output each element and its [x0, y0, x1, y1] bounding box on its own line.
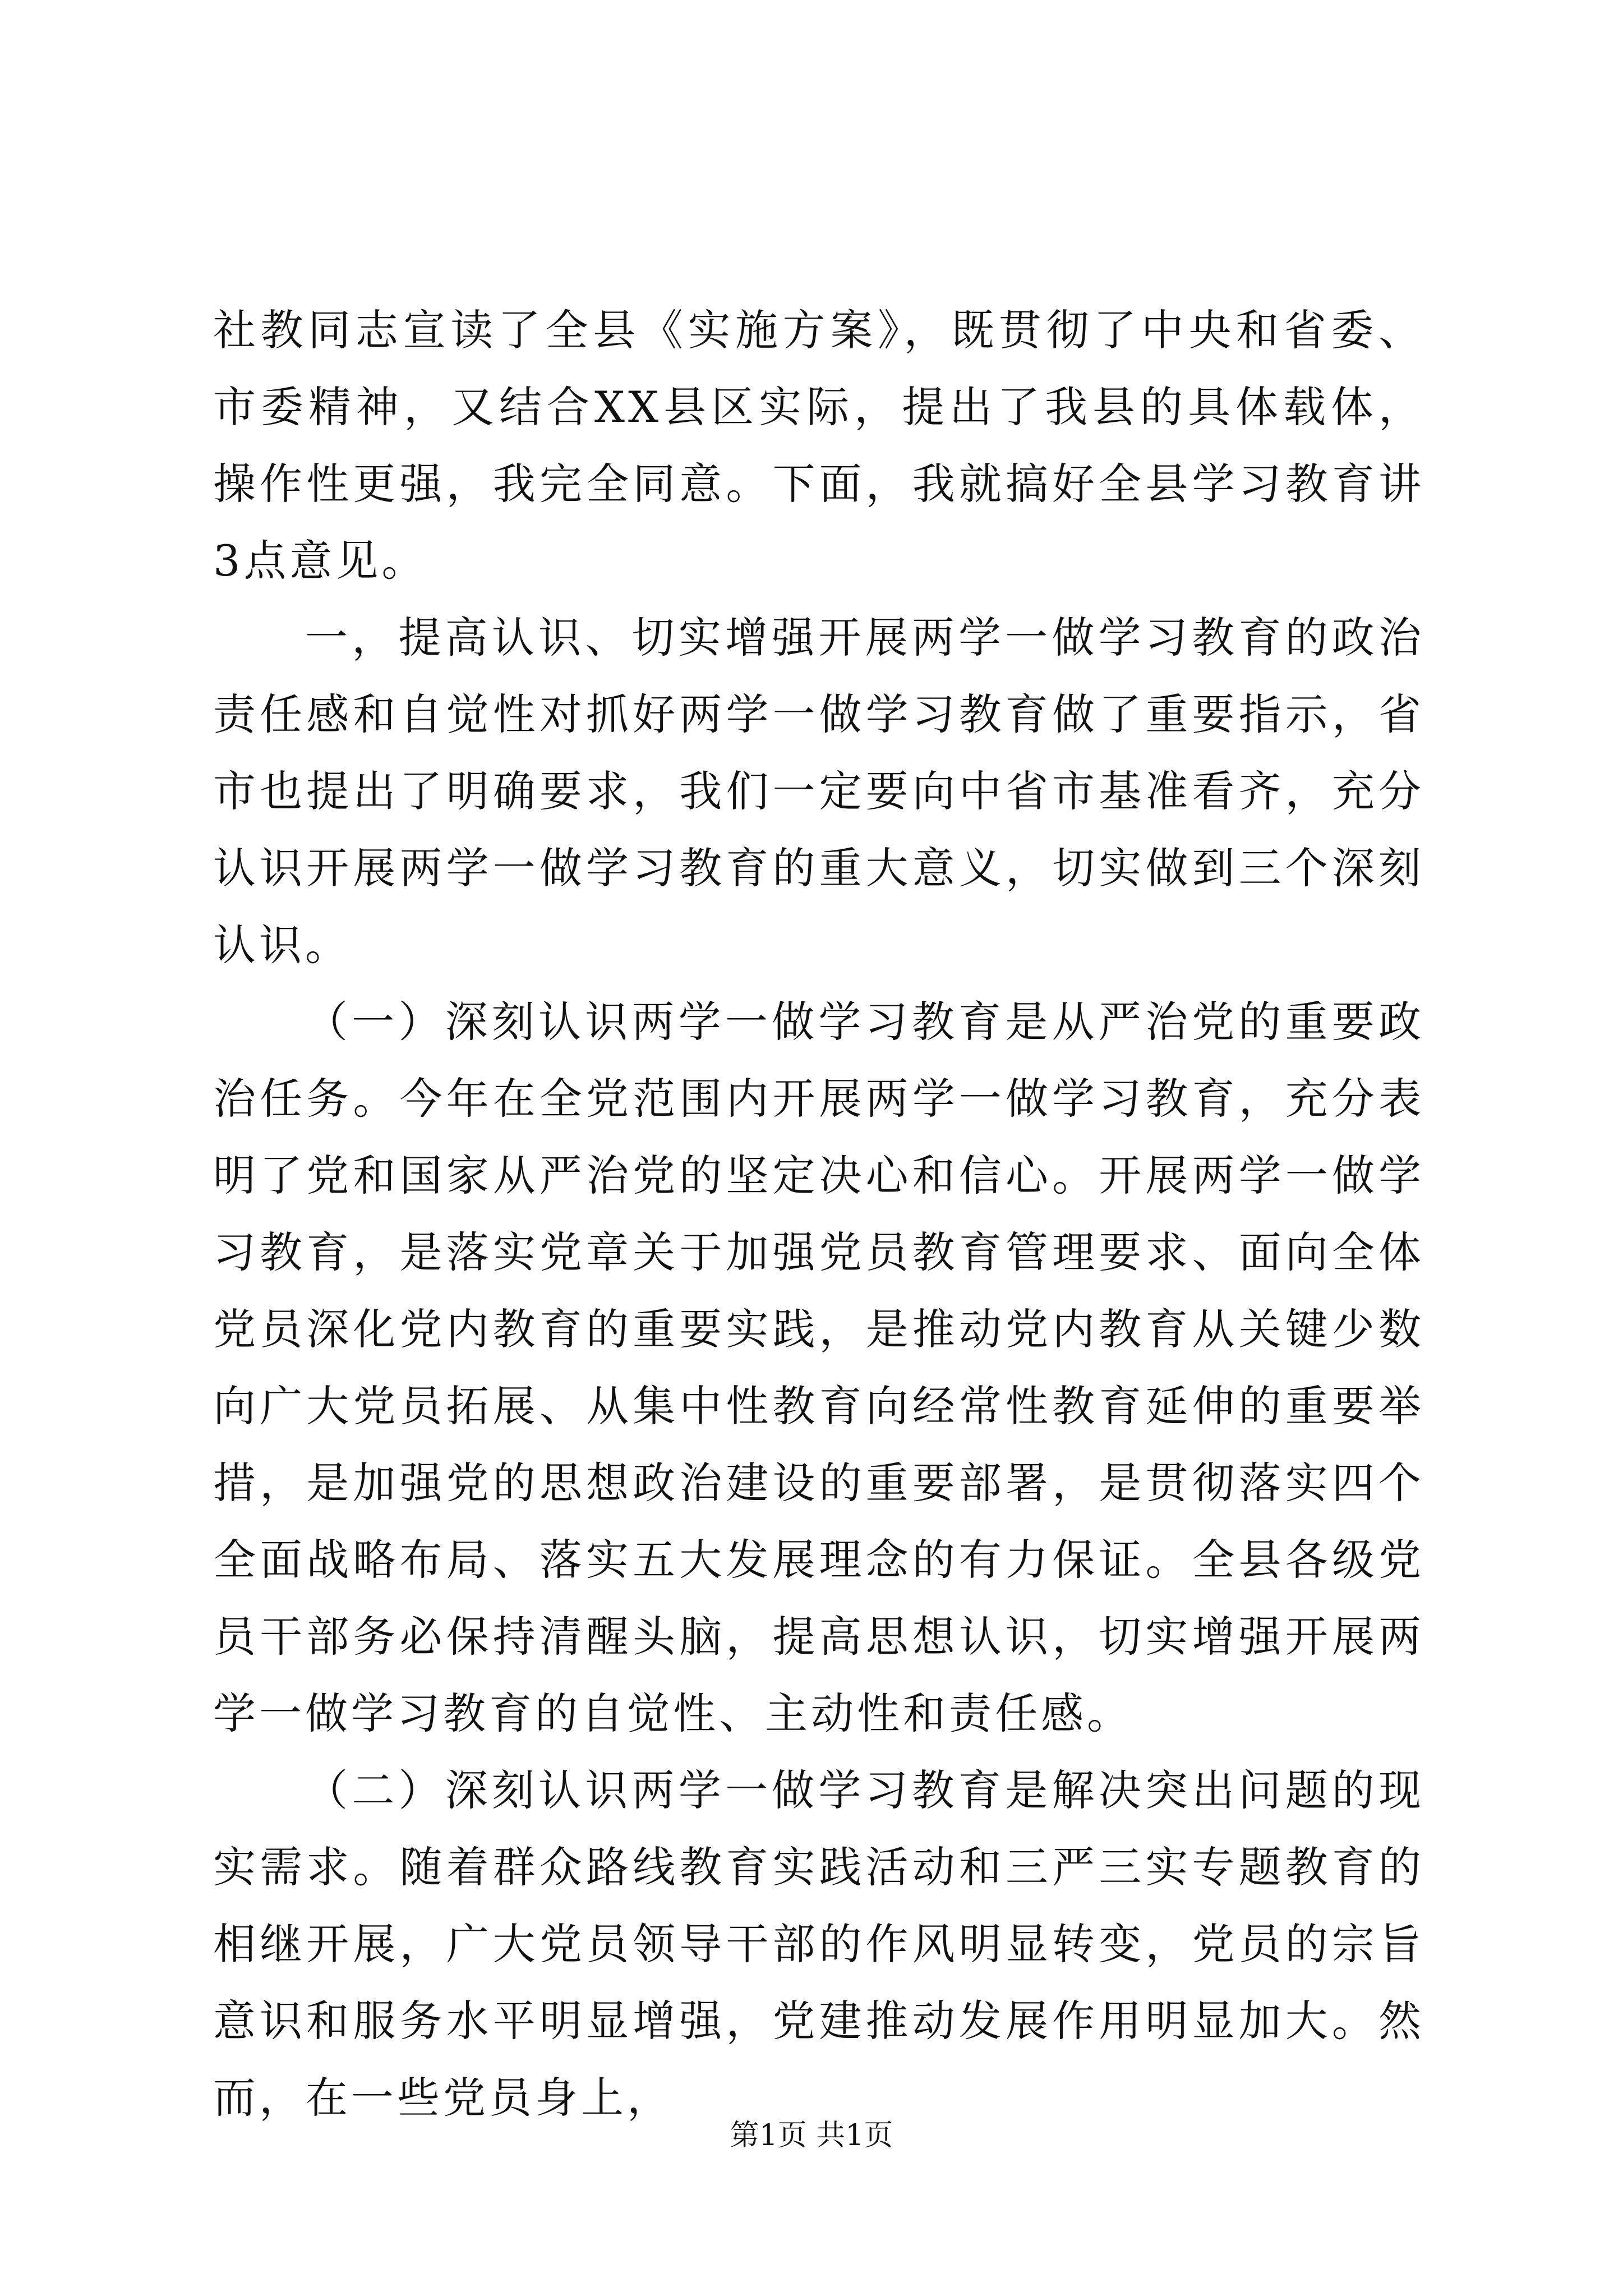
paragraph-1: 社教同志宣读了全县《实施方案》，既贯彻了中央和省委、市委精神，又结合XX县区实际，提出了我县的具体载体，操作性更强，我完全同意。下面，我就搞好全县学习教育讲3点意见。	[213, 305, 1424, 586]
paragraph-4: （二）深刻认识两学一做学习教育是解决突出问题的现实需求。随着群众路线教育实践活动和三严三实专题教育的相继开展，广大党员领导干部的作风明显转变，党员的宗旨意识和服务水平明显增强，党建推动发展作用明显加大。然而，在一些党员身上，	[213, 1765, 1424, 2123]
page-footer: 第1页 共1页	[730, 2119, 893, 2152]
document-body	[213, 292, 1424, 2136]
paragraph-3: （一）深刻认识两学一做学习教育是从严治党的重要政治任务。今年在全党范围内开展两学一做学习教育，充分表明了党和国家从严治党的坚定决心和信心。开展两学一做学习教育，是落实党章关于加强党员教育管理要求、面向全体党员深化党内教育的重要实践，是推动党内教育从关键少数向广大党员拓展、从集中性教育向经常性教育延伸的重要举措，是加强党的思想政治建设的重要部署，是贯彻落实四个全面战略布局、落实五大发展理念的有力保证。全县各级党员干部务必保持清醒头脑，提高思想认识，切实增强开展两学一做学习教育的自觉性、主动性和责任感。	[213, 997, 1424, 1738]
paragraph-2: 一，提高认识、切实增强开展两学一做学习教育的政治责任感和自觉性对抓好两学一做学习教育做了重要指示，省市也提出了明确要求，我们一定要向中省市基准看齐，充分认识开展两学一做学习教育的重大意义，切实做到三个深刻认识。	[213, 613, 1424, 970]
